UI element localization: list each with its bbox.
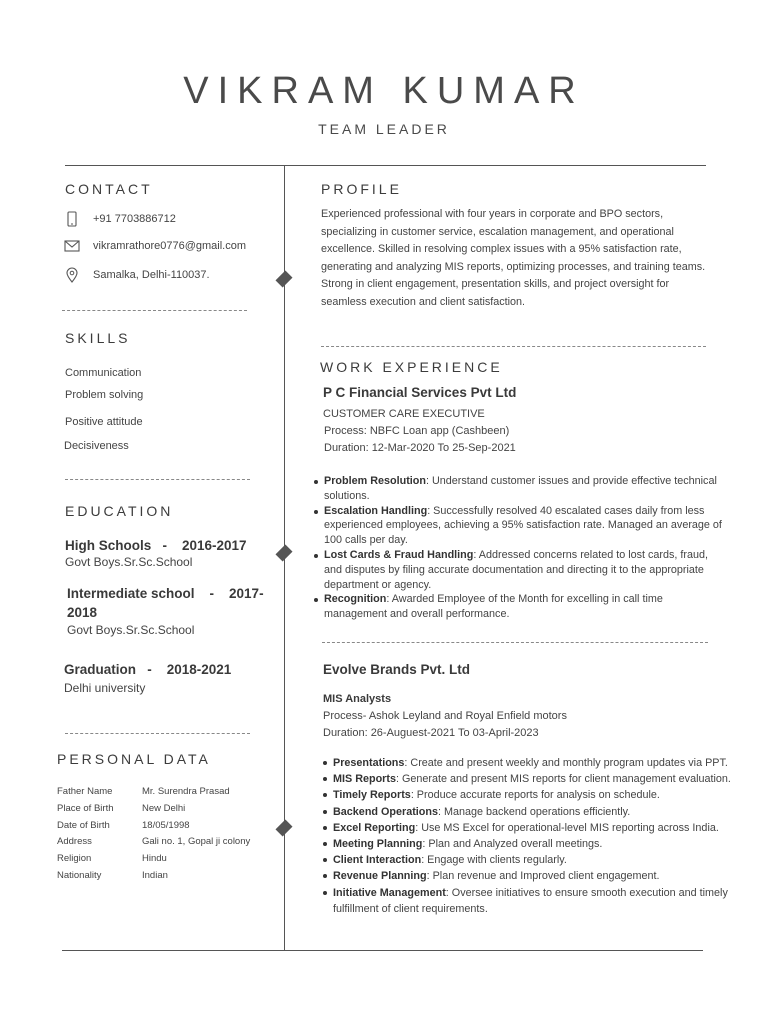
company-name: P C Financial Services Pvt Ltd (323, 385, 517, 400)
section-separator (321, 346, 706, 347)
personal-label: Date of Birth (57, 820, 110, 831)
responsibility-item (333, 804, 768, 820)
responsibility-text: : Engage with clients regularly. (421, 854, 567, 867)
responsibility-title: Initiative Management (333, 886, 446, 899)
section-separator (65, 479, 250, 480)
job-role: MIS Analysts (323, 693, 392, 705)
contact-heading: CONTACT (65, 181, 153, 197)
responsibility-item (333, 836, 768, 852)
responsibility-item (324, 504, 724, 548)
job-responsibilities (312, 474, 724, 622)
job-process: Process- Ashok Leyland and Royal Enfield motors (323, 710, 567, 722)
job-role: CUSTOMER CARE EXECUTIVE (323, 408, 485, 420)
education-school: Govt Boys.Sr.Sc.School (65, 555, 193, 569)
responsibility-item (324, 548, 724, 592)
responsibility-item (333, 820, 768, 836)
bottom-divider (62, 950, 703, 951)
section-separator (322, 642, 708, 643)
job-duration: Duration: 12-Mar-2020 To 25-Sep-2021 (324, 442, 516, 454)
contact-address: Samalka, Delhi-110037. (93, 269, 210, 281)
profile-heading: PROFILE (321, 181, 402, 197)
personal-value: Hindu (142, 853, 167, 864)
responsibility-text: : Generate and present MIS reports for client management evaluation. (396, 773, 731, 786)
personal-label: Place of Birth (57, 803, 114, 814)
section-separator (62, 310, 247, 311)
responsibility-item (324, 592, 724, 622)
personal-value: 18/05/1998 (142, 820, 190, 831)
personal-value: New Delhi (142, 803, 186, 814)
candidate-name: VIKRAM KUMAR (183, 70, 585, 112)
responsibility-text: : Awarded Employee of the Month for excelling in call time management and overall performance. (324, 593, 663, 621)
personal-value: Gali no. 1, Gopal ji colony (142, 836, 251, 847)
responsibility-text: : Create and present weekly and monthly program updates via PPT. (404, 757, 728, 769)
skill-item: Problem solving (65, 389, 144, 401)
personal-label: Nationality (57, 870, 102, 881)
personal-label: Father Name (57, 786, 113, 797)
responsibility-text: : Oversee initiatives to ensure smooth execution and timely fulfillment of client requirements. (333, 886, 728, 915)
responsibility-title: Excel Reporting (333, 821, 416, 834)
divider-diamond (275, 270, 292, 287)
responsibility-title: Lost Cards & Fraud Handling (324, 548, 474, 561)
responsibility-title: Escalation Handling (324, 504, 428, 517)
profile-summary: Experienced professional with four years in corporate and BPO sectors, specializing in customer service, escalation management, and operational excellence. Skilled in resolving complex issues with a 95% satisfaction rate, generating and analyzing MIS reports, optimizing processes, and training teams. Strong in client engagement, presentation skills, and project oversight for seamless execution and client satisfaction. (321, 208, 706, 308)
skills-heading: SKILLS (65, 330, 131, 346)
responsibility-text: : Produce accurate reports for analysis on schedule. (410, 789, 660, 802)
divider-diamond (275, 819, 292, 836)
responsibility-item (333, 868, 768, 884)
responsibility-title: Problem Resolution (324, 475, 426, 487)
job-responsibilities (321, 755, 768, 917)
divider-diamond (275, 544, 292, 561)
personal-label: Address (57, 836, 92, 847)
company-name: Evolve Brands Pvt. Ltd (323, 662, 471, 677)
job-duration: Duration: 26-Auguest-2021 To 03-April-2023 (323, 727, 539, 739)
responsibility-title: Presentations (333, 757, 405, 769)
responsibility-title: Client Interaction (333, 854, 422, 867)
section-separator (65, 733, 250, 734)
education-school: Govt Boys.Sr.Sc.School (67, 623, 195, 637)
responsibility-title: Meeting Planning (333, 838, 423, 851)
contact-email[interactable]: vikramrathore0776@gmail.com (93, 240, 247, 252)
responsibility-item (324, 474, 724, 504)
job-process: Process: NBFC Loan app (Cashbeen) (324, 425, 510, 437)
responsibility-title: Backend Operations (333, 805, 439, 818)
responsibility-item (333, 787, 768, 803)
responsibility-title: Timely Reports (333, 789, 411, 802)
education-title: Graduation - 2018-2021 (64, 662, 232, 677)
responsibility-title: MIS Reports (333, 773, 396, 786)
personal-label: Religion (57, 853, 92, 864)
skill-item: Decisiveness (64, 440, 129, 452)
phone-icon (64, 211, 80, 227)
personal-value: Indian (142, 870, 168, 881)
top-divider (65, 165, 706, 166)
responsibility-item (333, 771, 768, 787)
responsibility-text: : Understand customer issues and provide effective technical solutions. (324, 475, 717, 502)
responsibility-text: : Addressed concerns related to lost cards, fraud, and disputes by filing accurate documentation and directing it to the appropriate department or agency. (324, 548, 709, 591)
responsibility-item (333, 852, 768, 868)
personal-value: Mr. Surendra Prasad (142, 786, 230, 797)
skill-item: Positive attitude (65, 416, 143, 428)
responsibility-text: : Manage backend operations efficiently. (438, 805, 631, 818)
education-title: High Schools - 2016-2017 (65, 538, 247, 553)
responsibility-title: Recognition (324, 593, 387, 606)
responsibility-title: Revenue Planning (333, 870, 427, 883)
skill-item: Communication (65, 367, 142, 379)
responsibility-text: : Plan and Analyzed overall meetings. (422, 838, 603, 851)
personal-data-heading: PERSONAL DATA (57, 751, 211, 767)
contact-phone[interactable]: +91 7703886712 (93, 213, 176, 225)
responsibility-text: : Plan revenue and Improved client engagement. (426, 870, 660, 883)
responsibility-text: : Use MS Excel for operational-level MIS reporting across India. (415, 821, 719, 834)
education-heading: EDUCATION (65, 503, 174, 519)
location-pin-icon (64, 267, 80, 283)
work-experience-heading: WORK EXPERIENCE (320, 359, 503, 375)
responsibility-item (333, 885, 768, 917)
candidate-title: TEAM LEADER (318, 121, 450, 137)
responsibility-item (333, 755, 768, 771)
email-icon (64, 238, 80, 254)
education-title: Intermediate school - 2017-2018 (67, 586, 264, 620)
education-school: Delhi university (64, 681, 146, 695)
responsibility-text: : Successfully resolved 40 escalated cases daily from less experienced employees, achieving a 95% satisfaction rate. Managed an average of 100 calls per day. (324, 504, 722, 547)
